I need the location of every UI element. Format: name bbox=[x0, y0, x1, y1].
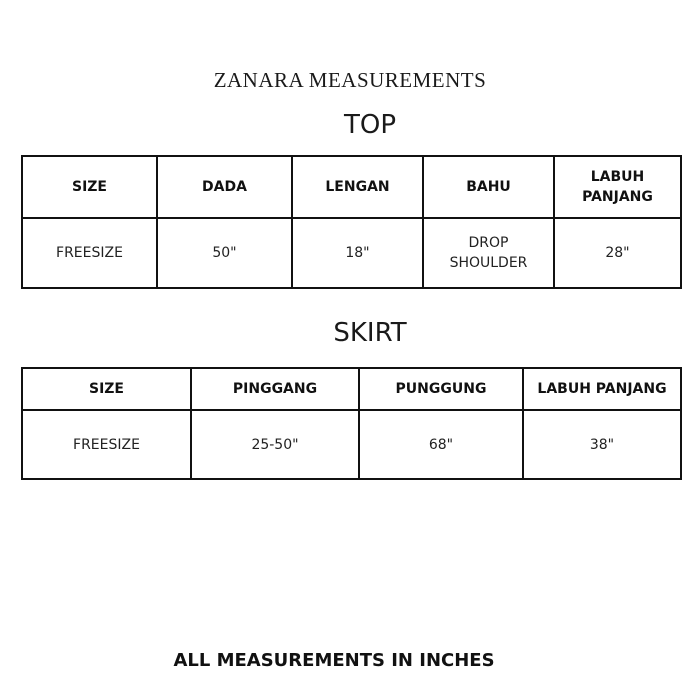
top-measurements-table bbox=[21, 155, 682, 289]
cell-dada: 50" bbox=[157, 218, 292, 288]
skirt-section-title: SKIRT bbox=[333, 318, 407, 348]
cell-punggung: 68" bbox=[359, 410, 523, 479]
table-row bbox=[22, 410, 681, 479]
header-punggung: PUNGGUNG bbox=[359, 368, 523, 410]
header-labuh-panjang-line-2: PANJANG bbox=[582, 189, 653, 205]
cell-size: FREESIZE bbox=[22, 218, 157, 288]
table-header-row bbox=[22, 156, 681, 218]
header-size: SIZE bbox=[22, 368, 191, 410]
top-section-title: TOP bbox=[343, 110, 397, 140]
header-labuh-panjang bbox=[554, 156, 681, 218]
cell-labuh-panjang: 38" bbox=[523, 410, 681, 479]
header-labuh-panjang: LABUH PANJANG bbox=[523, 368, 681, 410]
cell-bahu-line-2: SHOULDER bbox=[449, 255, 528, 271]
footer-note: ALL MEASUREMENTS IN INCHES bbox=[173, 650, 495, 671]
table-header-row bbox=[22, 368, 681, 410]
header-pinggang: PINGGANG bbox=[191, 368, 359, 410]
header-labuh-panjang-line-1: LABUH bbox=[590, 169, 645, 185]
cell-bahu-line-1: DROP bbox=[468, 235, 509, 251]
brand-title: ZANARA MEASUREMENTS bbox=[213, 68, 487, 92]
cell-labuh-panjang: 28" bbox=[554, 218, 681, 288]
skirt-measurements-table bbox=[21, 367, 682, 480]
table-row bbox=[22, 218, 681, 288]
header-lengan: LENGAN bbox=[292, 156, 423, 218]
cell-pinggang: 25-50" bbox=[191, 410, 359, 479]
header-size: SIZE bbox=[22, 156, 157, 218]
header-dada: DADA bbox=[157, 156, 292, 218]
header-bahu: BAHU bbox=[423, 156, 554, 218]
cell-lengan: 18" bbox=[292, 218, 423, 288]
cell-bahu bbox=[423, 218, 554, 288]
cell-size: FREESIZE bbox=[22, 410, 191, 479]
